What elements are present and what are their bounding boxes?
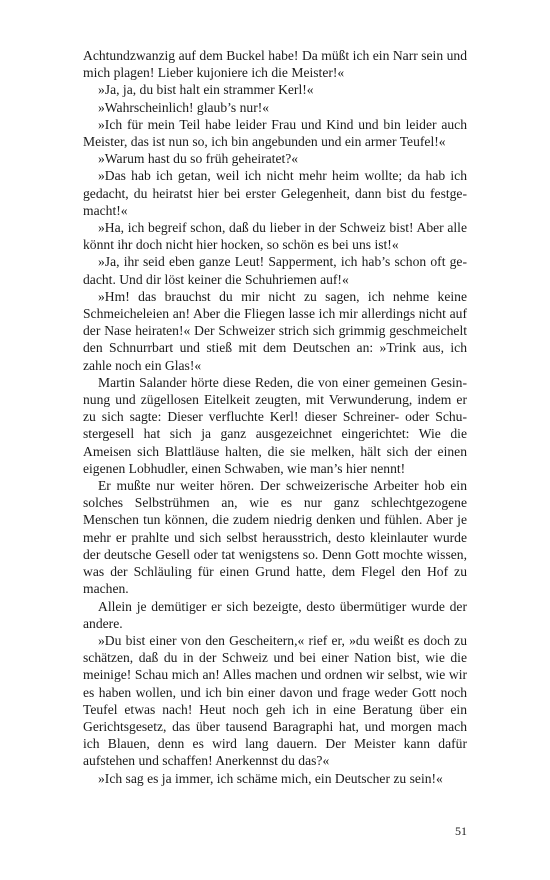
paragraph: »Ich sag es ja immer, ich schäme mich, ein Deutscher zu sein!« — [98, 770, 443, 786]
paragraph: »Ja, ja, du bist halt ein strammer Kerl!« — [98, 82, 314, 98]
paragraph: »Ja, ihr seid eben ganze Leut! Sapperment, ich hab’s schon oft gedacht. Und dir löst keiner die Schuhriemen auf!« — [83, 254, 467, 287]
paragraph: Er mußte nur weiter hören. Der schweizerische Arbeiter hob ein solches Selbstrühmen an, wie es nur ganz schlechtgezogene Menschen tun können, die zudem niedrig denken und fühlen. Aber je mehr er prahlte und sich selbst herausstrich, desto kleinlauter wurde der deutsche Gesell oder tat wenigstens so. Denn Gott mochte wissen, was der Schläuling für einen Grund hatte, dem Flegel den Hof zu machen. — [83, 478, 467, 597]
page-number: 51 — [455, 824, 467, 838]
paragraph: »Das hab ich getan, weil ich nicht mehr heim wollte; da hab ich gedacht, du heiratst hier bei erster Gelegenheit, dann bist du festgemacht!« — [83, 168, 467, 218]
paragraph: »Du bist einer von den Gescheitern,« rief er, »du weißt es doch zu schätzen, daß du in der Schweiz und bei einer Nation bist, wie die meinige! Schau mich an! Alles machen und ordnen wir selbst, wie wir es haben wollen, und ich bin einer davon und frage weder Gott noch Teufel etwas nach! Heut noch geh ich in eine Beratung über ein Gerichtsgesetz, das über tausend Baragraphi hat, und morgen mach ich Blauen, denn es wird lang dauern. Der Meister kann dafür aufstehen und schaffen! Anerkennst du das?« — [83, 632, 467, 769]
paragraph: Achtundzwanzig auf dem Buckel habe! Da müßt ich ein Narr sein und mich plagen! Lieber kujoniere ich die Meister!« — [83, 48, 467, 81]
paragraph: »Ich für mein Teil habe leider Frau und Kind und bin leider auch Meister, das ist nun so, ich bin angebunden und ein armer Teufel!« — [83, 116, 467, 150]
paragraph: »Hm! das brauchst du mir nicht zu sagen, ich nehme keine Schmeicheleien an! Aber die Fliegen lasse ich mir allerdings nicht auf der Nase heiraten!« Der Schweizer strich sich grimmig geschmeichelt den Schnurrbart und stieß mit dem Deutschen an: »Trink aus, ich zahle noch ein Glas!« — [83, 288, 467, 373]
page-body-text — [83, 47, 467, 787]
paragraph: »Wahrscheinlich! glaub’s nur!« — [98, 99, 270, 115]
paragraph: »Ha, ich begreif schon, daß du lieber in der Schweiz bist! Aber alle könnt ihr doch nicht hier hocken, so schön es bei uns ist!« — [83, 220, 467, 253]
paragraph: Martin Salander hörte diese Reden, die von einer gemeinen Gesinnung und zügellosen Eitelkeit zeugten, mit Verwunderung, indem er zu sich sagte: Dieser verfluchte Kerl! dieser Schreiner- oder Schustergesell hat sich ja ganz ausgezeichnet eingerichtet: Wie die Ameisen sich Blattläuse halten, die sie melken, hält sich der einen eigenen Lobhudler, einen Schwaben, wie man’s hier nennt! — [83, 374, 467, 476]
paragraph: Allein je demütiger er sich bezeigte, desto übermütiger wurde der andere. — [83, 598, 467, 631]
paragraph: »Warum hast du so früh geheiratet?« — [98, 151, 299, 167]
